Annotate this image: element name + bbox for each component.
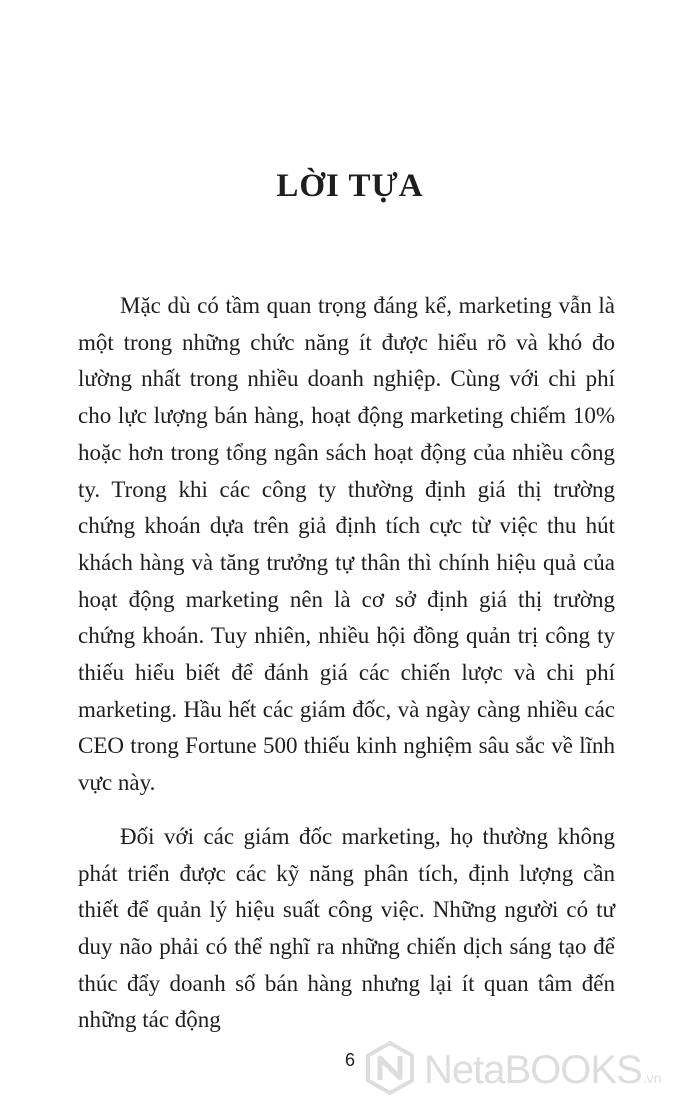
body-text bbox=[78, 288, 615, 1056]
watermark-text: NetaBOOKS bbox=[424, 1047, 642, 1092]
page-title: LỜI TỰA bbox=[276, 168, 424, 204]
watermark bbox=[362, 1040, 661, 1100]
page-number: 6 bbox=[344, 1050, 355, 1070]
paragraph-1: Mặc dù có tầm quan trọng đáng kể, marketing vẫn là một trong những chức năng ít được hiểu rõ và khó đo lường nhất trong nhiều doanh nghiệp. Cùng với chi phí cho lực lượng bán hàng, hoạt động marketing chiếm 10% hoặc hơn trong tổng ngân sách hoạt động của nhiều công ty. Trong khi các công ty thường định giá thị trường chứng khoán dựa trên giả định tích cực từ việc thu hút khách hàng và tăng trưởng tự thân thì chính hiệu quả của hoạt động marketing nên là cơ sở định giá thị trường chứng khoán. Tuy nhiên, nhiều hội đồng quản trị công ty thiếu hiểu biết để đánh giá các chiến lược và chi phí marketing. Hầu hết các giám đốc, và ngày càng nhiều các CEO trong Fortune 500 thiếu kinh nghiệm sâu sắc về lĩnh vực này. bbox=[78, 293, 615, 796]
netabooks-logo-icon bbox=[362, 1040, 418, 1101]
watermark-suffix: .vn bbox=[642, 1070, 662, 1086]
paragraph-2: Đối với các giám đốc marketing, họ thường không phát triển được các kỹ năng phân tích, định lượng cần thiết để quản lý hiệu suất công việc. Những người có tư duy não phải có thể nghĩ ra những chiến dịch sáng tạo để thúc đẩy doanh số bán hàng nhưng lại ít quan tâm đến những tác động bbox=[78, 823, 615, 1033]
